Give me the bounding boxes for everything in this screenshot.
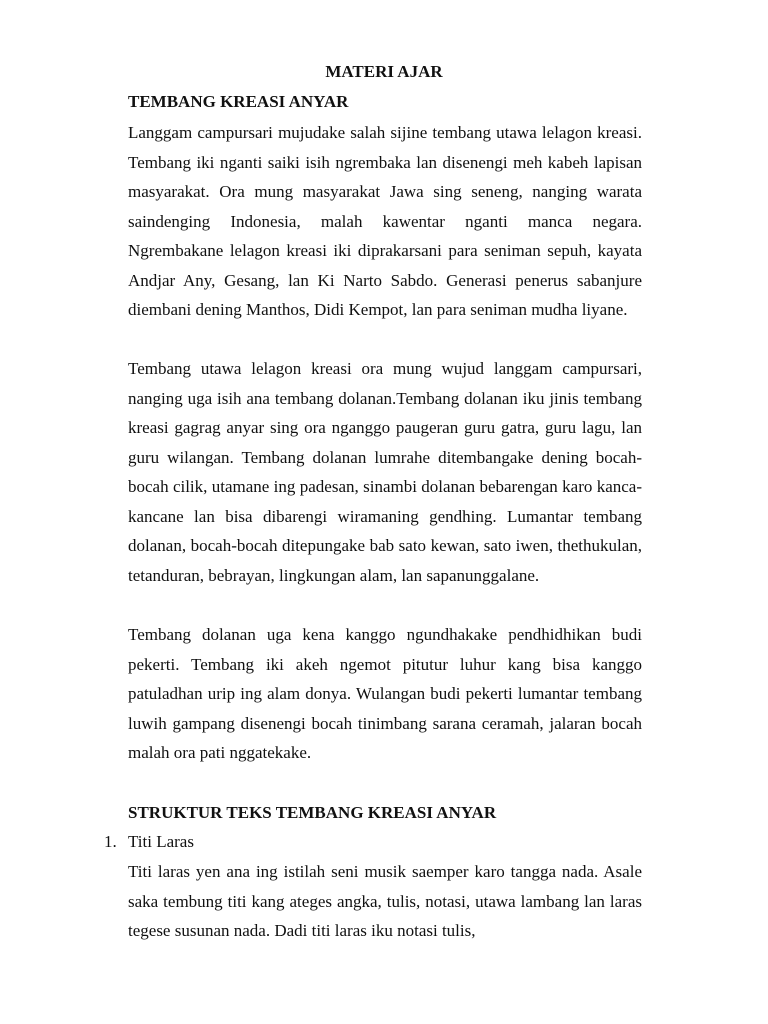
list-item-number: 1. [104, 832, 117, 851]
section-heading-tembang-kreasi: TEMBANG KREASI ANYAR [128, 92, 349, 111]
paragraph-budi-pekerti: Tembang dolanan uga kena kanggo ngundhakake pendhidhikan budi pekerti. Tembang iki akeh ngemot pitutur luhur kang bisa kanggo patuladhan urip ing alam donya. Wulangan budi pekerti lumantar tembang luwih gampang disenengi bocah tinimbang sarana ceramah, jalaran bocah malah ora pati nggatekake. [128, 625, 642, 762]
section-heading-struktur: STRUKTUR TEKS TEMBANG KREASI ANYAR [128, 803, 497, 822]
paragraph-tembang-dolanan: Tembang utawa lelagon kreasi ora mung wujud langgam campursari, nanging uga isih ana tembang dolanan.Tembang dolanan iku jinis tembang kreasi gagrag anyar sing ora nganggo paugeran guru gatra, guru lagu, lan guru wilangan. Tembang dolanan lumrahe ditembangake dening bocah-bocah cilik, utamane ing padesan, sinambi dolanan bebarengan karo kanca-kancane lan bisa dibarengi wiramaning gendhing. Lumantar tembang dolanan, bocah-bocah ditepungake bab sato kewan, sato iwen, thethukulan, tetanduran, bebrayan, lingkungan alam, lan sapanunggalane. [128, 359, 642, 585]
list-item-label: Titi Laras [128, 832, 194, 851]
document-title: MATERI AJAR [325, 62, 443, 81]
paragraph-campursari: Langgam campursari mujudake salah sijine tembang utawa lelagon kreasi. Tembang iki nganti saiki isih ngrembaka lan disenengi meh kabeh lapisan masyarakat. Ora mung masyarakat Jawa sing seneng, nanging warata saindenging Indonesia, malah kawentar nganti manca negara. Ngrembakane lelagon kreasi iki diprakarsani para seniman sepuh, kayata Andjar Any, Gesang, lan Ki Narto Sabdo. Generasi penerus sabanjure diembani dening Manthos, Didi Kempot, lan para seniman mudha liyane. [128, 123, 642, 319]
paragraph-titi-laras: Titi laras yen ana ing istilah seni musik saemper karo tangga nada. Asale saka tembung titi kang ateges angka, tulis, notasi, utawa lambang lan laras tegese susunan nada. Dadi titi laras iku notasi tulis, [128, 862, 642, 940]
list-item-titi-laras [104, 830, 194, 854]
